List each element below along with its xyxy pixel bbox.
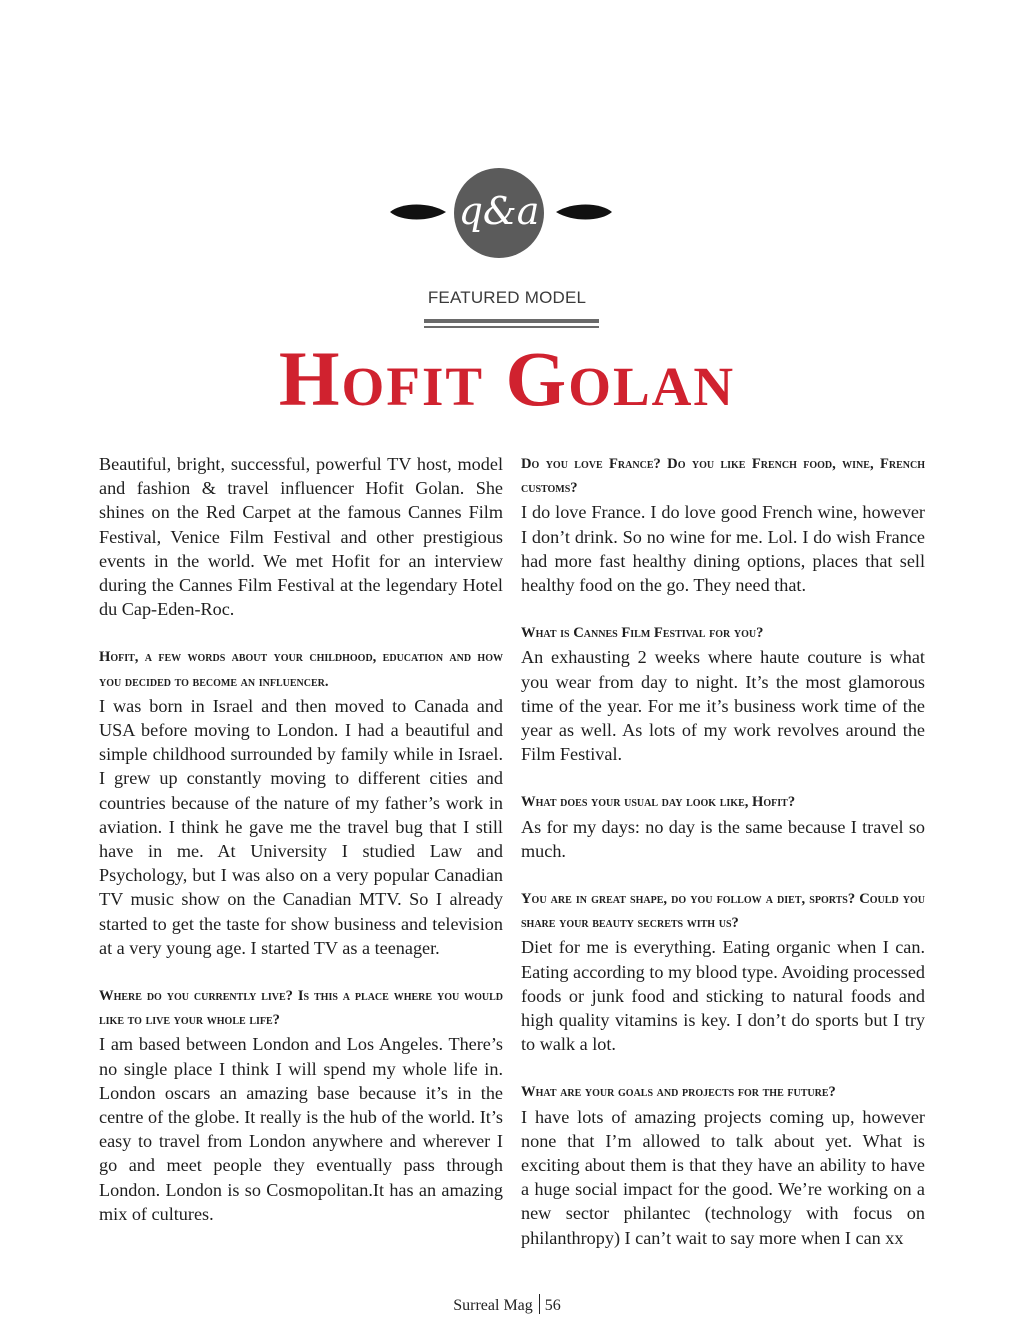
section-kicker: FEATURED MODEL <box>427 288 587 307</box>
question-cannes: What is Cannes Film Festival for you? <box>521 625 764 642</box>
answer-childhood: I was born in Israel and then moved to Canada and USA before moving to London. I had a beautiful and simple childhood surrounded by family while in Israel. I grew up constantly moving to different cities and countries because of the nature of my father’s work in aviation. I think he gave me the travel bug that I still have in me. At University I studied Law and Psychology, but I was also on a very popular Canadian TV music show on the Canadian MTV. So I already started to get the taste for show business and television at a very young age. I started TV as a teenager. <box>99 695 503 958</box>
answer-live: I am based between London and Los Angeles. There’s no single place I think I will spend my whole life in. London oscars an amazing base because it’s in the centre of the globe. It really is the hub of the world. It’s easy to travel from London anywhere and wherever I go and meet people they eventually pass through London. London is so Cosmopolitan.It has an amazing mix of cultures. <box>99 1034 503 1224</box>
page-footer <box>0 1294 1014 1315</box>
right-leaf-ornament <box>556 202 614 222</box>
answer-france: I do love France. I do love good French wine, however I don’t drink. So no wine for me. Lol. I do wish France had more fast healthy dining options, places that sell healthy food on the go. They need that. <box>521 502 925 596</box>
kicker-rule-thin <box>424 326 599 328</box>
left-column <box>99 452 503 1226</box>
question-france: Do you love France? Do you like French food, wine, French customs? <box>521 456 925 497</box>
answer-day: As for my days: no day is the same because I travel so much. <box>521 816 925 861</box>
footer-divider <box>539 1294 540 1314</box>
question-childhood: Hofit, a few words about your childhood, education and how you decided to become an influencer. <box>99 649 503 690</box>
answer-shape: Diet for me is everything. Eating organic when I can. Eating according to my blood type. Avoiding processed foods or junk food and sticking to natural foods and high quality vitamins is key. I don’t do sports but I try to walk a lot. <box>521 937 925 1055</box>
intro-paragraph: Beautiful, bright, successful, powerful TV host, model and fashion & travel influencer Hofit Golan. She shines on the Red Carpet at the famous Cannes Film Festival, Venice Film Festival and other prestigious events in the world. We met Hofit for an interview during the Cannes Film Festival at the legendary Hotel du Cap-Eden-Roc. <box>99 454 503 620</box>
answer-cannes: An exhausting 2 weeks where haute couture is what you wear from day to night. It’s the most glamorous time of the year. For me it’s business work time of the year as well. As lots of my work revolves around the Film Festival. <box>521 647 925 765</box>
question-live: Where do you currently live? Is this a place where you would like to live your whole life? <box>99 988 503 1029</box>
qa-emblem <box>0 168 1014 258</box>
page-number: 56 <box>544 1297 561 1314</box>
question-day: What does your usual day look like, Hofit? <box>521 794 796 811</box>
kicker-rule-thick <box>424 319 599 323</box>
question-shape: You are in great shape, do you follow a diet, sports? Could you share your beauty secrets with us? <box>521 891 925 932</box>
magazine-name: Surreal Mag <box>453 1297 533 1314</box>
left-leaf-ornament <box>388 202 446 222</box>
question-goals: What are your goals and projects for the future? <box>521 1084 836 1101</box>
page-title: Hofit Golan <box>278 335 736 422</box>
qa-badge: q&a <box>454 168 544 258</box>
answer-goals: I have lots of amazing projects coming up, however none that I’m allowed to talk about yet. What is exciting about them is that they have an ability to have a huge social impact for the good. We’re working on a new sector philantec (technology with focus on philanthropy) I can’t wait to say more when I can xx <box>521 1106 925 1248</box>
right-column <box>521 452 925 1250</box>
